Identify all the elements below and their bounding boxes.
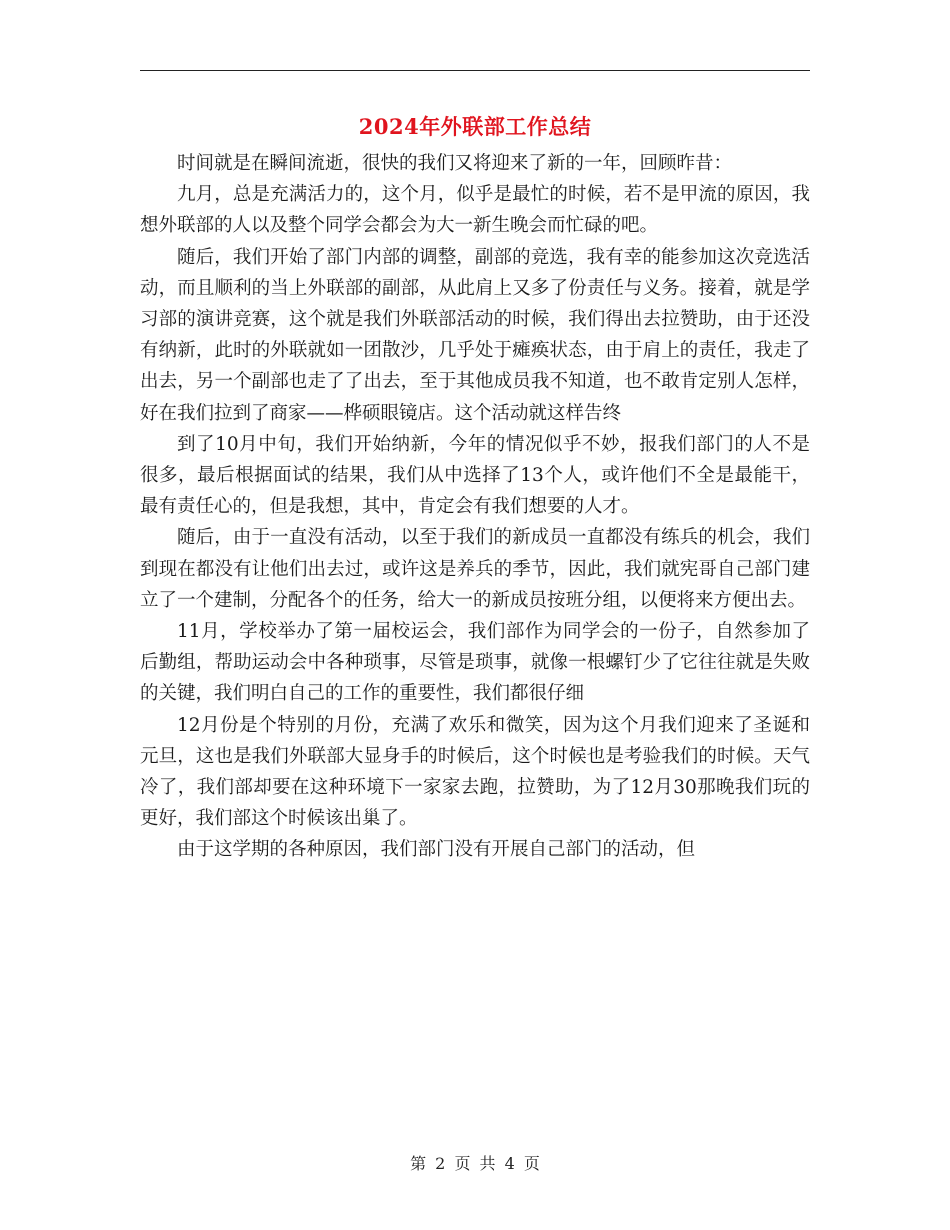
document-title: 2024年外联部工作总结 — [358, 114, 592, 139]
paragraph-intro: 时间就是在瞬间流逝，很快的我们又将迎来了新的一年，回顾昨昔： — [177, 153, 733, 174]
paragraph-october-recruitment: 到了10月中旬，我们开始纳新，今年的情况似乎不妙，报我们部门的人不是很多，最后根据面试的结果，我们从中选择了13个人，或许他们不全是最能干，最有责任心的，但是我想，其中，肯定会有我们想要的人才。 — [140, 433, 810, 518]
document-body — [140, 148, 810, 866]
paragraph-november-sports: 11月，学校举办了第一届校运会，我们部作为同学会的一份子，自然参加了后勤组，帮助运动会中各种琐事，尽管是琐事，就像一根螺钉少了它往往就是失败的关键，我们明白自己的工作的重要性，我们都很仔细 — [140, 621, 810, 705]
paragraph-organization: 随后，由于一直没有活动，以至于我们的新成员一直都没有练兵的机会，我们到现在都没有让他们出去过，或许这是养兵的季节，因此，我们就宪哥自己部门建立了一个建制，分配各个的任务，给大一的新成员按班分组，以便将来方便出去。 — [140, 527, 810, 611]
paragraph-september: 九月，总是充满活力的，这个月，似乎是最忙的时候，若不是甲流的原因，我想外联部的人以及整个同学会都会为大一新生晚会而忙碌的吧。 — [140, 184, 810, 237]
paragraph-december: 12月份是个特别的月份，充满了欢乐和微笑，因为这个月我们迎来了圣诞和元旦，这也是我们外联部大显身手的时候后，这个时候也是考验我们的时候。天气冷了，我们部却要在这种环境下一家家去跑，拉赞助，为了12月30那晚我们玩的更好，我们部这个时候该出巢了。 — [140, 714, 810, 830]
page-number: 第 2 页 共 4 页 — [410, 1154, 540, 1173]
paragraph-election: 随后，我们开始了部门内部的调整，副部的竞选，我有幸的能参加这次竞选活动，而且顺利的当上外联部的副部，从此肩上又多了份责任与义务。接着，就是学习部的演讲竞赛，这个就是我们外联部活动的时候，我们得出去拉赞助，由于还没有纳新，此时的外联就如一团散沙，几乎处于瘫痪状态，由于肩上的责任，我走了出去，另一个副部也走了了出去，至于其他成员我不知道，也不敢肯定别人怎样，好在我们拉到了商家——桦硕眼镜店。这个活动就这样告终 — [140, 246, 810, 424]
header-rule — [140, 70, 810, 71]
paragraph-semester: 由于这学期的各种原因，我们部门没有开展自己部门的活动，但 — [177, 839, 696, 861]
